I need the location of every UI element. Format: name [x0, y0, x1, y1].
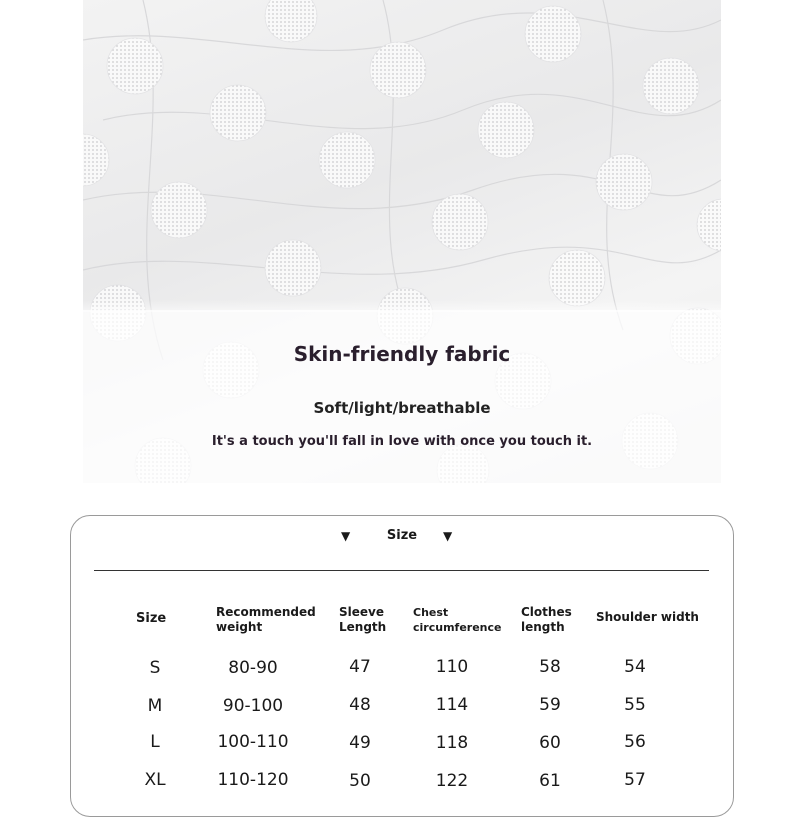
cell-shoulder: 54: [624, 657, 646, 677]
size-chart-card: [70, 515, 734, 817]
banner-subtitle: Soft/light/breathable: [313, 399, 491, 417]
column-header-chest: Chest circumference: [413, 606, 502, 634]
column-header-length: Clothes length: [521, 605, 572, 634]
cell-chest: 118: [435, 733, 469, 753]
cell-weight: 100-110: [217, 732, 289, 752]
divider: [94, 570, 709, 571]
fabric-photo: [83, 0, 721, 483]
cell-weight: 90-100: [222, 696, 284, 716]
cell-shoulder: 55: [624, 695, 646, 715]
cell-size: S: [149, 658, 161, 678]
cell-length: 59: [539, 695, 561, 715]
cell-sleeve: 47: [349, 657, 371, 677]
cell-sleeve: 50: [349, 771, 371, 791]
cell-size: XL: [144, 770, 166, 790]
text-overlay-panel: [83, 310, 721, 483]
column-header-weight: Recommended weight: [216, 605, 316, 634]
cell-chest: 110: [435, 657, 469, 677]
cell-length: 58: [539, 657, 561, 677]
cell-shoulder: 56: [624, 732, 646, 752]
cell-sleeve: 49: [349, 733, 371, 753]
banner-title: Skin-friendly fabric: [293, 342, 511, 366]
cell-weight: 80-90: [228, 658, 278, 678]
column-header-sleeve: Sleeve Length: [339, 605, 387, 634]
column-header-shoulder: Shoulder width: [596, 610, 699, 624]
cell-weight: 110-120: [217, 770, 289, 790]
cell-chest: 114: [435, 695, 469, 715]
triangle-down-icon: ▼: [443, 529, 453, 543]
cell-size: L: [150, 732, 160, 752]
cell-length: 61: [539, 771, 561, 791]
cell-size: M: [147, 696, 163, 716]
cell-sleeve: 48: [349, 695, 371, 715]
cell-chest: 122: [435, 771, 469, 791]
banner-tagline: It's a touch you'll fall in love with once you touch it.: [211, 434, 593, 449]
cell-length: 60: [539, 733, 561, 753]
triangle-down-icon: ▼: [341, 529, 351, 543]
size-chart-heading: Size: [386, 528, 418, 543]
column-header-size: Size: [136, 611, 167, 626]
cell-shoulder: 57: [624, 770, 646, 790]
